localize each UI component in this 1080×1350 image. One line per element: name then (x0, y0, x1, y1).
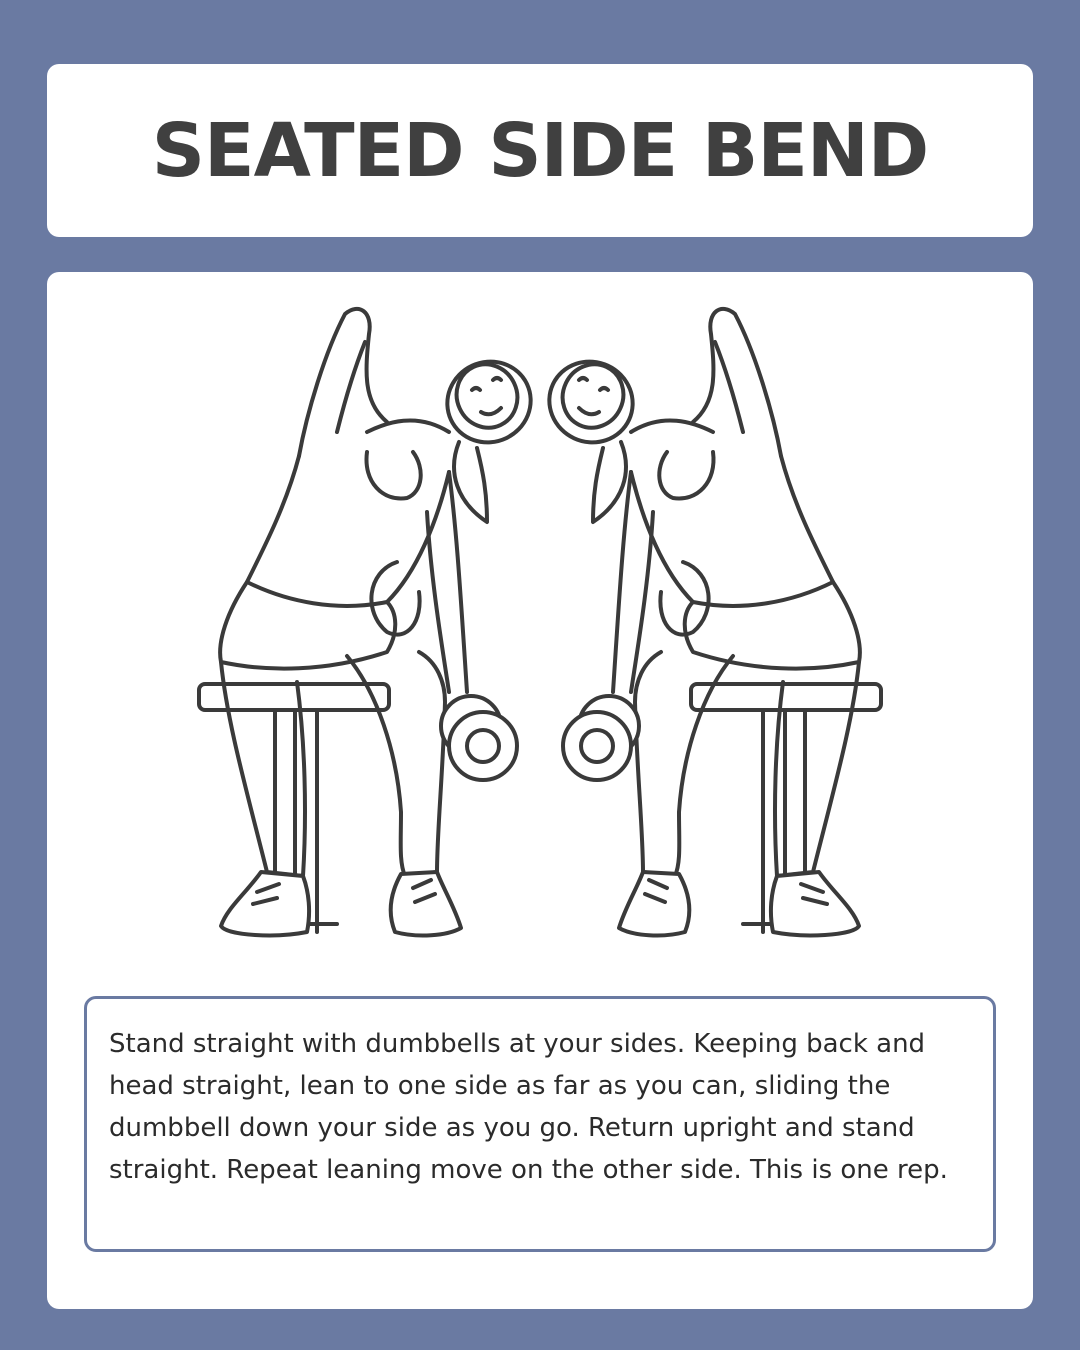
title-card (47, 64, 1033, 237)
woman-seated-side-bend-left-figure (533, 272, 893, 972)
instructions-box (84, 996, 996, 1252)
instructions-text: Stand straight with dumbbells at your sides. Keeping back and head straight, lean to one side as far as you can, sliding the dumbbell down your side as you go. Return upright and stand straight. Repeat leaning move on the other side. This is one rep. (109, 1029, 948, 1185)
page-title: SEATED SIDE BEND (151, 107, 929, 194)
woman-seated-side-bend-right-figure (187, 272, 547, 972)
exercise-illustration (47, 272, 1033, 992)
exercise-card (47, 272, 1033, 1309)
